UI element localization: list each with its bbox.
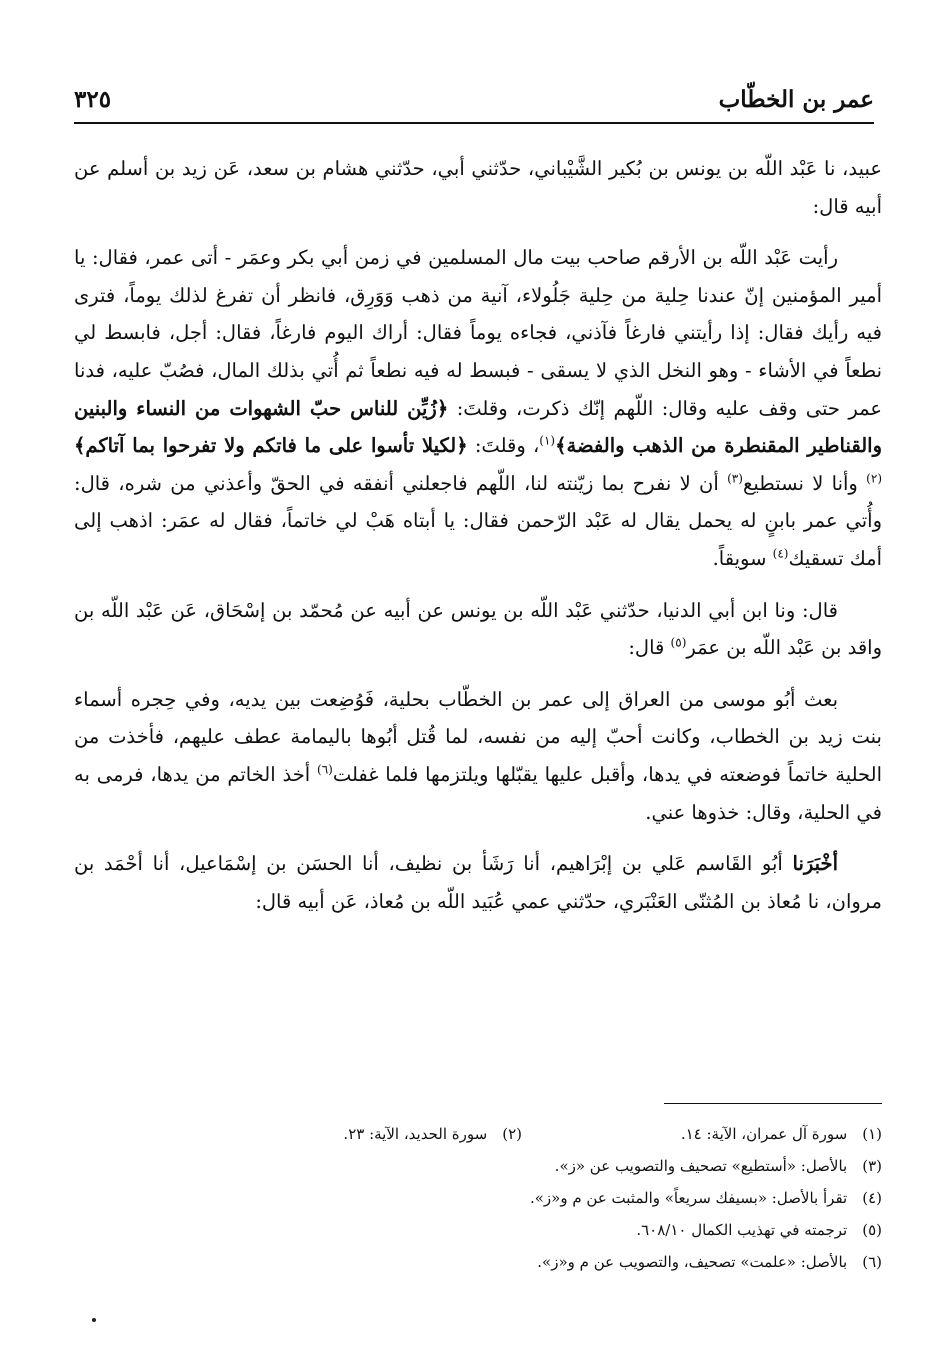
footnote-text: بالأصل: «أستطيع» تصحيف والتصويب عن «ز». (554, 1157, 848, 1175)
footnote-text: سورة الحديد، الآية: ٢٣. (343, 1125, 488, 1143)
quran-verse-2: ﴿لكيلا تأسوا على ما فاتكم ولا تفرحوا بما آتاكم﴾ (74, 434, 468, 458)
footnote-row (122, 1150, 882, 1182)
footnote-number: (٢) (502, 1125, 522, 1143)
paragraph-text: أن لا نفرح بما زيّنته لنا، اللّهم فاجعلني أنفقه في الحقّ وأعذني من شره، قال: وأُتي عمر بابنٍ له يحمل يقال له عَبْد الرّحمن فقال: يا أبتاه هَبْ لي خاتماً، فقال له عمَر: اذهب إلى أمك تسقيك (74, 471, 882, 570)
footnote-text: بالأصل: «علمت» تصحيف، والتصويب عن م و«ز». (537, 1253, 848, 1271)
footnote-number: (٥) (862, 1221, 882, 1239)
footnote-divider (664, 1103, 882, 1104)
paragraph-isnad-3 (74, 845, 882, 920)
footnote-ref-2: (٢) (866, 471, 882, 486)
footnote-ref-1: (١) (539, 433, 556, 448)
paragraph-text: قال: ونا ابن أبي الدنيا، حدّثني عَبْد اللّه بن يونس عن أبيه عن مُحمّد بن إسْحَاق، عَن عَبْد اللّه بن واقد بن عَبْد اللّه بن عمَر (74, 598, 882, 660)
footnote-number: (٦) (862, 1253, 882, 1271)
paragraph-isnad-1 (74, 150, 882, 225)
footnote-text: تقرأ بالأصل: «بسيفك سريعاً» والمثبت عن م و«ز». (529, 1189, 848, 1207)
footnote-3 (555, 1150, 882, 1182)
paragraph-text: بعث أبُو موسى من العراق إلى عمر بن الخطّاب بحلية، فَوُضِعت بين يديه، وفي حِجره أسماء بنت زيد بن الخطاب، وكانت أحبّ إليه من نفسه، لما قُتل أبُوها باليمامة عطف عليهم، فأخذت من الحلية خاتماً فوضعته في يدها، وأقبل عليها يقبّلها ويلتزمها فلما غفلت (74, 687, 882, 786)
paragraph-text: ، وقلتَ: (474, 434, 540, 458)
scan-speck (92, 1318, 96, 1322)
paragraph-text: رأيت عَبْد اللّه بن الأرقم صاحب بيت مال المسلمين في زمن أبي بكر وعمَر - أتى عمر، فقال: يا أمير المؤمنين إنّ عندنا حِلية من حِلية جَلُولاء، آنية من ذهب وَوَرِق، فانظر أن تفرغ لذلك يوماً، فترى فيه رأيك فقال: إذا رأيتني فارغاً فآذني، فجاءه يوماً فقال: أراك اليوم فارغاً، فقال: أجل، فابسط لي نطعاً في الأشاء - وهو النخل الذي لا يسقى - فبسط له فيه نطعاً ثم أُتي بذلك المال، فصُبّ عليه، فدنا عمر حتى وقف عليه وقال: اللّهم إنّك ذكرت، وقلتَ: (74, 246, 882, 420)
page-header (74, 82, 874, 124)
footnote-text: سورة آل عمران، الآية: ١٤. (680, 1125, 848, 1143)
footnote-2 (343, 1118, 522, 1150)
footnote-4 (530, 1182, 882, 1214)
paragraph-text: عبيد، نا عَبْد اللّه بن يونس بن بُكير الشَّيْباني، حدّثني أبي، حدّثني هشام بن سعد، عَن زيد بن أسلم عن أبيه قال: (74, 157, 882, 218)
footnote-6 (537, 1246, 882, 1278)
footnotes (122, 1118, 882, 1278)
footnote-row (122, 1246, 882, 1278)
main-text (74, 150, 882, 934)
footnote-ref-5: (٥) (670, 635, 687, 650)
running-title: عمر بن الخطّاب (718, 86, 874, 113)
paragraph-text: أبُو القَاسم عَلي بن إبْرَاهيم، أنا رَشَأ بن نظيف، أنا الحسَن بن إسْمَاعيل، أنا أحْمَد بن مروان، نا مُعاذ بن المُثنّى العَنْبَري، حدّثني عمي عُبَيد اللّه بن مُعاذ، عَن أبيه قال: (74, 852, 882, 913)
footnote-text: ترجمته في تهذيب الكمال ٦٠٨/١٠. (636, 1221, 848, 1239)
footnote-number: (٣) (862, 1157, 882, 1175)
paragraph-narration-1 (74, 239, 882, 577)
paragraph-narration-2 (74, 681, 882, 831)
akhbarana-lead: أخْبَرَنا (792, 852, 838, 876)
quran-verse-1: ﴿زُيِّن للناس حبّ الشهوات من النساء والبنين والقناطير المقنطرة من الذهب والفضة﴾ (74, 396, 883, 458)
footnote-5 (636, 1214, 882, 1246)
paragraph-text: سويقاً. (712, 546, 767, 570)
paragraph-text: وأنا لا نستطيع (742, 471, 858, 495)
footnote-row (122, 1118, 882, 1150)
footnote-ref-4: (٤) (772, 546, 789, 561)
footnote-ref-6: (٦) (317, 762, 333, 777)
page-number: ٣٢٥ (74, 86, 112, 113)
paragraph-text: أخذ الخاتم من يدها، فرمى به في الحلية، وقال: خذوها عني. (74, 762, 882, 824)
paragraph-text: قال: (628, 636, 665, 660)
footnote-row (122, 1214, 882, 1246)
footnote-row (122, 1182, 882, 1214)
paragraph-isnad-2 (74, 592, 882, 667)
footnote-number: (٤) (862, 1189, 882, 1207)
footnote-1 (522, 1118, 882, 1150)
footnote-ref-3: (٣) (727, 471, 743, 486)
footnote-number: (١) (862, 1125, 882, 1143)
